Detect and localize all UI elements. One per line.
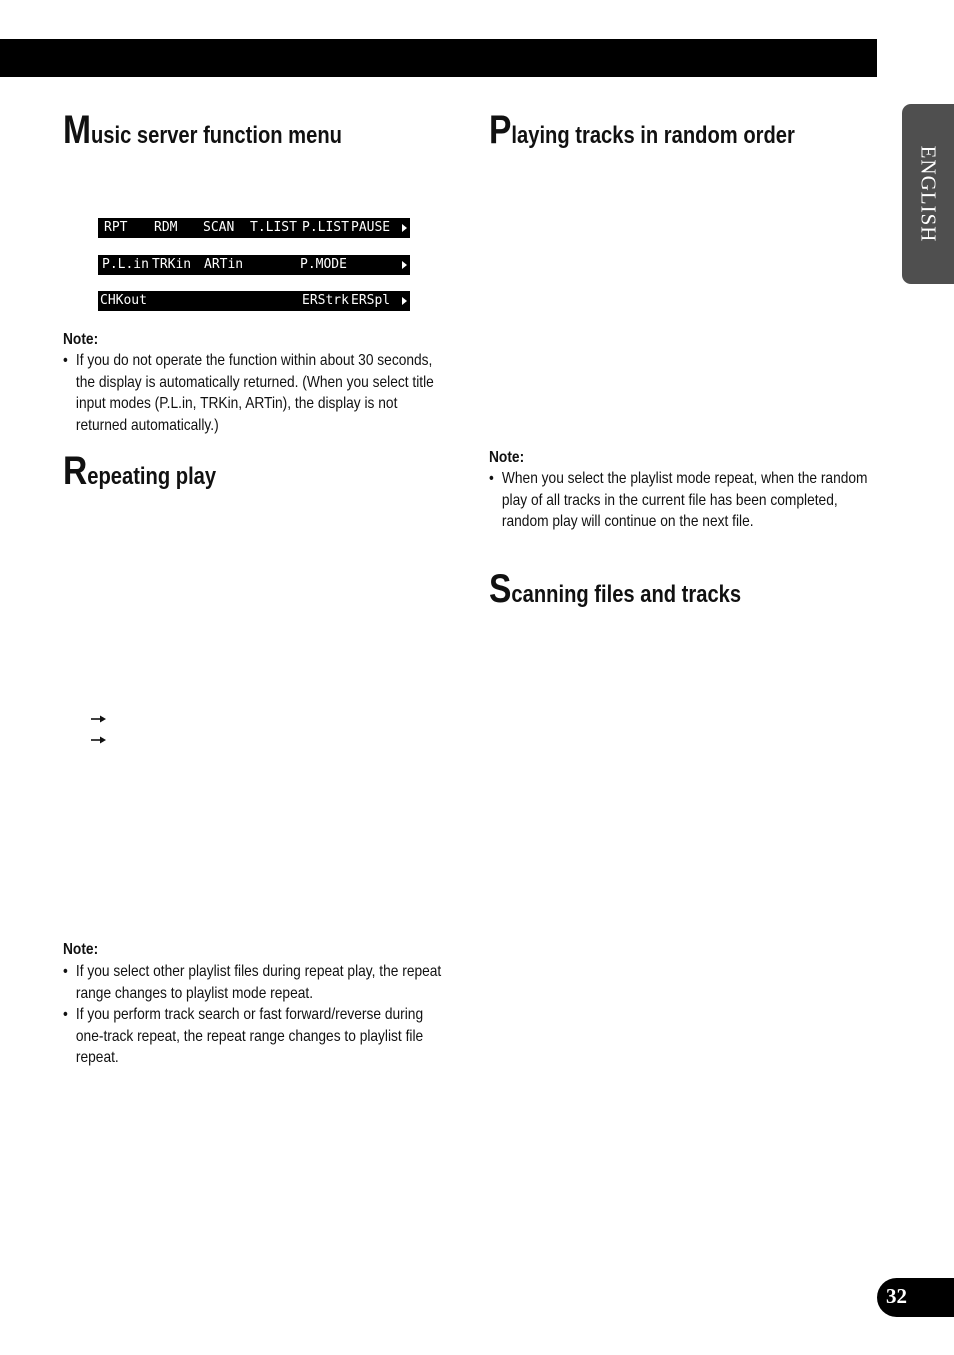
lcd-label: RDM	[154, 220, 178, 235]
header-bar	[0, 39, 877, 77]
note-text: If you select other playlist files during repeat play, the repeat range changes to playlist mode repeat.	[75, 963, 442, 1002]
lcd-label: ERSpl	[351, 293, 391, 308]
lcd-label: TRKin	[152, 257, 192, 272]
lcd-arrow-icon	[402, 297, 407, 305]
note-item	[63, 1004, 447, 1069]
lcd-label: P.MODE	[300, 257, 347, 272]
bullet-icon: •	[63, 963, 68, 980]
page-number-badge	[877, 1278, 954, 1317]
note-item	[63, 961, 447, 1004]
bullet-icon: •	[63, 1006, 68, 1023]
lcd-label: ERStrk	[302, 293, 349, 308]
heading-music-server-menu: Music server function menu	[63, 108, 342, 152]
note-item	[489, 468, 878, 533]
arrow-right-icon	[90, 735, 106, 745]
lcd-label: PAUSE	[351, 220, 391, 235]
lcd-label: CHKout	[100, 293, 147, 308]
heading-random-play: Playing tracks in random order	[489, 108, 795, 152]
note-text: If you perform track search or fast forward/reverse during one-track repeat, the repeat range changes to playlist file repeat.	[75, 1006, 424, 1067]
lcd-label: RPT	[104, 220, 128, 235]
lcd-label: ARTin	[204, 257, 244, 272]
heading-scanning: Scanning files and tracks	[489, 567, 742, 611]
lcd-label: T.LIST	[250, 220, 297, 235]
note-title: Note:	[63, 941, 99, 958]
bullet-icon: •	[489, 470, 494, 487]
lcd-label: SCAN	[203, 220, 235, 235]
lcd-display-row-2	[98, 255, 410, 275]
language-label: ENGLISH	[916, 145, 941, 243]
note-title: Note:	[63, 331, 99, 348]
lcd-label: P.L.in	[102, 257, 149, 272]
lcd-label: P.LIST	[302, 220, 349, 235]
lcd-display-row-3	[98, 291, 410, 311]
note-text: If you do not operate the function within about 30 seconds, the display is automatically returned. (When you select title input modes (P.L.in, TRKin, ARTin), the display is not returned automatically.)	[75, 352, 434, 434]
bullet-icon: •	[63, 352, 68, 369]
note-title: Note:	[489, 449, 525, 466]
note-text: When you select the playlist mode repeat, when the random play of all tracks in the current file has been completed, random play will continue on the next file.	[501, 470, 868, 531]
page-number: 32	[886, 1284, 907, 1308]
language-tab	[902, 104, 954, 284]
lcd-arrow-icon	[402, 224, 407, 232]
note-item	[63, 350, 439, 436]
heading-repeating-play: Repeating play	[63, 449, 217, 493]
lcd-display-row-1	[98, 218, 410, 238]
arrow-right-icon	[90, 714, 106, 724]
lcd-arrow-icon	[402, 261, 407, 269]
